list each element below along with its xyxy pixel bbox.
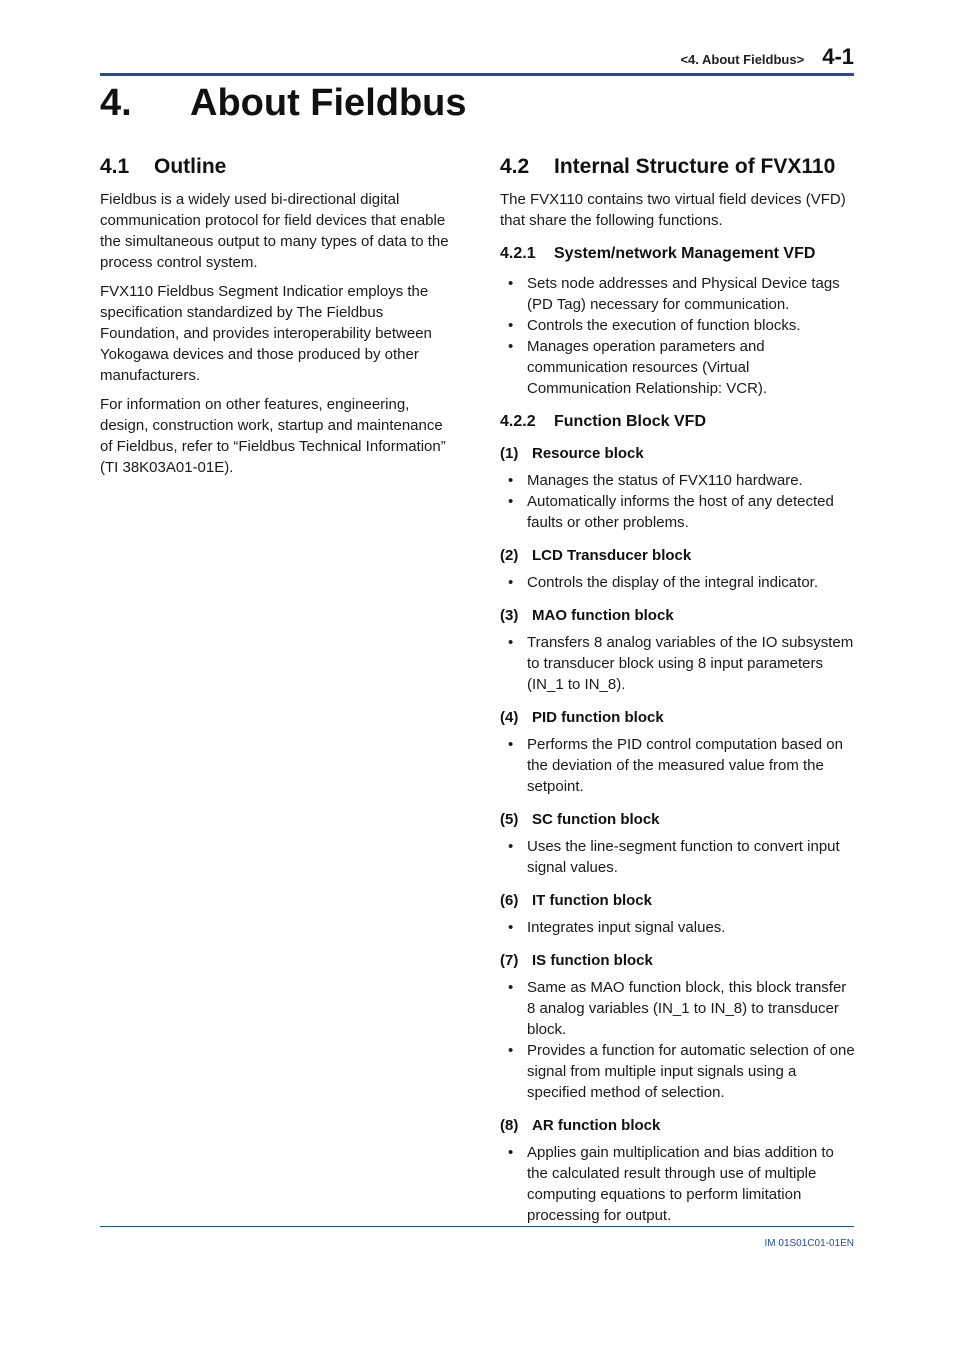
list-item: • Transfers 8 analog variables of the IO subsystem to transducer block using 8 input parameters (IN_1 to IN_8). bbox=[508, 634, 854, 693]
bullet: • bbox=[508, 979, 514, 996]
chapter-title-text: About Fieldbus bbox=[190, 82, 467, 124]
left-column bbox=[100, 150, 455, 486]
block-heading-resource: (1) Resource block bbox=[500, 445, 644, 462]
section-title: Outline bbox=[154, 155, 227, 178]
block-heading-is: (7) IS function block bbox=[500, 952, 653, 969]
lcd-transducer-list bbox=[500, 572, 855, 593]
ar-list bbox=[500, 1142, 855, 1226]
internal-intro: The FVX110 contains two virtual field devices (VFD) that share the following functions. bbox=[500, 191, 846, 229]
chapter-number: 4. bbox=[100, 82, 132, 124]
pid-list bbox=[500, 734, 855, 797]
subsection-heading-sysnet bbox=[500, 245, 855, 263]
header-rule bbox=[100, 73, 854, 76]
page-number: 4-1 bbox=[822, 44, 854, 69]
document-id: IM 01S01C01-01EN bbox=[764, 1238, 854, 1249]
bullet: • bbox=[508, 838, 514, 855]
list-item: • Manages the status of FVX110 hardware. bbox=[508, 472, 803, 489]
list-item: • Controls the execution of function blocks. bbox=[508, 317, 801, 334]
block-heading-sc: (5) SC function block bbox=[500, 811, 660, 828]
right-column bbox=[500, 150, 855, 1226]
block-heading-lcd-transducer: (2) LCD Transducer block bbox=[500, 547, 692, 564]
subsection-title: System/network Management VFD bbox=[554, 245, 816, 262]
list-item: • Uses the line-segment function to convert input signal values. bbox=[508, 838, 840, 876]
list-item: • Manages operation parameters and communication resources (Virtual Communication Relationship: VCR). bbox=[508, 338, 768, 397]
list-item: • Integrates input signal values. bbox=[508, 919, 726, 936]
bullet: • bbox=[508, 919, 514, 936]
list-item: • Controls the display of the integral indicator. bbox=[508, 574, 818, 591]
outline-paragraph-3: For information on other features, engineering, design, construction work, startup and maintenance of Fieldbus, refer to “Fieldbus Technical Information” (TI 38K03A01-01E). bbox=[100, 396, 446, 476]
bullet: • bbox=[508, 736, 514, 753]
list-item: • Same as MAO function block, this block transfer 8 analog variables (IN_1 to IN_8) to transducer block. bbox=[508, 979, 847, 1038]
subsection-number: 4.2.1 bbox=[500, 245, 536, 262]
subsection-heading-function-block-vfd bbox=[500, 413, 855, 431]
footer-rule bbox=[100, 1226, 854, 1227]
list-item: • Sets node addresses and Physical Device tags (PD Tag) necessary for communication. bbox=[508, 275, 840, 313]
bullet: • bbox=[508, 574, 514, 591]
section-heading-outline bbox=[100, 155, 455, 179]
subsection-title: Function Block VFD bbox=[554, 413, 706, 430]
list-item: • Automatically informs the host of any detected faults or other problems. bbox=[508, 493, 834, 531]
chapter-title bbox=[100, 82, 467, 125]
section-title: Internal Structure of FVX110 bbox=[554, 155, 836, 178]
list-item: • Performs the PID control computation based on the deviation of the measured value from the setpoint. bbox=[508, 736, 843, 795]
running-header-section: <4. About Fieldbus> bbox=[680, 52, 805, 67]
resource-block-list bbox=[500, 470, 855, 533]
sc-list bbox=[500, 836, 855, 878]
outline-paragraph-2: FVX110 Fieldbus Segment Indicatior employs the specification standardized by The Fieldbus Foundation, and provides interoperability between Yokogawa devices and those produced by other manufacturers. bbox=[100, 283, 432, 384]
mao-list bbox=[500, 632, 855, 695]
running-header bbox=[680, 44, 854, 74]
block-heading-ar: (8) AR function block bbox=[500, 1117, 661, 1134]
section-heading-internal-structure bbox=[500, 155, 855, 179]
block-heading-pid: (4) PID function block bbox=[500, 709, 664, 726]
is-list bbox=[500, 977, 855, 1103]
bullet: • bbox=[508, 493, 514, 510]
section-number: 4.2 bbox=[500, 155, 530, 178]
section-number: 4.1 bbox=[100, 155, 130, 178]
bullet: • bbox=[508, 275, 514, 292]
outline-paragraph-1: Fieldbus is a widely used bi-directional digital communication protocol for field devices that enable the simultaneous output to many types of data to the process control system. bbox=[100, 191, 449, 271]
bullet: • bbox=[508, 338, 514, 355]
bullet: • bbox=[508, 317, 514, 334]
bullet: • bbox=[508, 472, 514, 489]
sysnet-list bbox=[500, 273, 855, 399]
bullet: • bbox=[508, 634, 514, 651]
it-list bbox=[500, 917, 855, 938]
subsection-number: 4.2.2 bbox=[500, 413, 536, 430]
list-item: • Applies gain multiplication and bias addition to the calculated result through use of multiple computing equations to perform limitation processing for output. bbox=[508, 1144, 834, 1224]
bullet: • bbox=[508, 1144, 514, 1161]
list-item: • Provides a function for automatic selection of one signal from multiple input signals using a specified method of selection. bbox=[508, 1042, 855, 1101]
block-heading-mao: (3) MAO function block bbox=[500, 607, 674, 624]
bullet: • bbox=[508, 1042, 514, 1059]
block-heading-it: (6) IT function block bbox=[500, 892, 652, 909]
